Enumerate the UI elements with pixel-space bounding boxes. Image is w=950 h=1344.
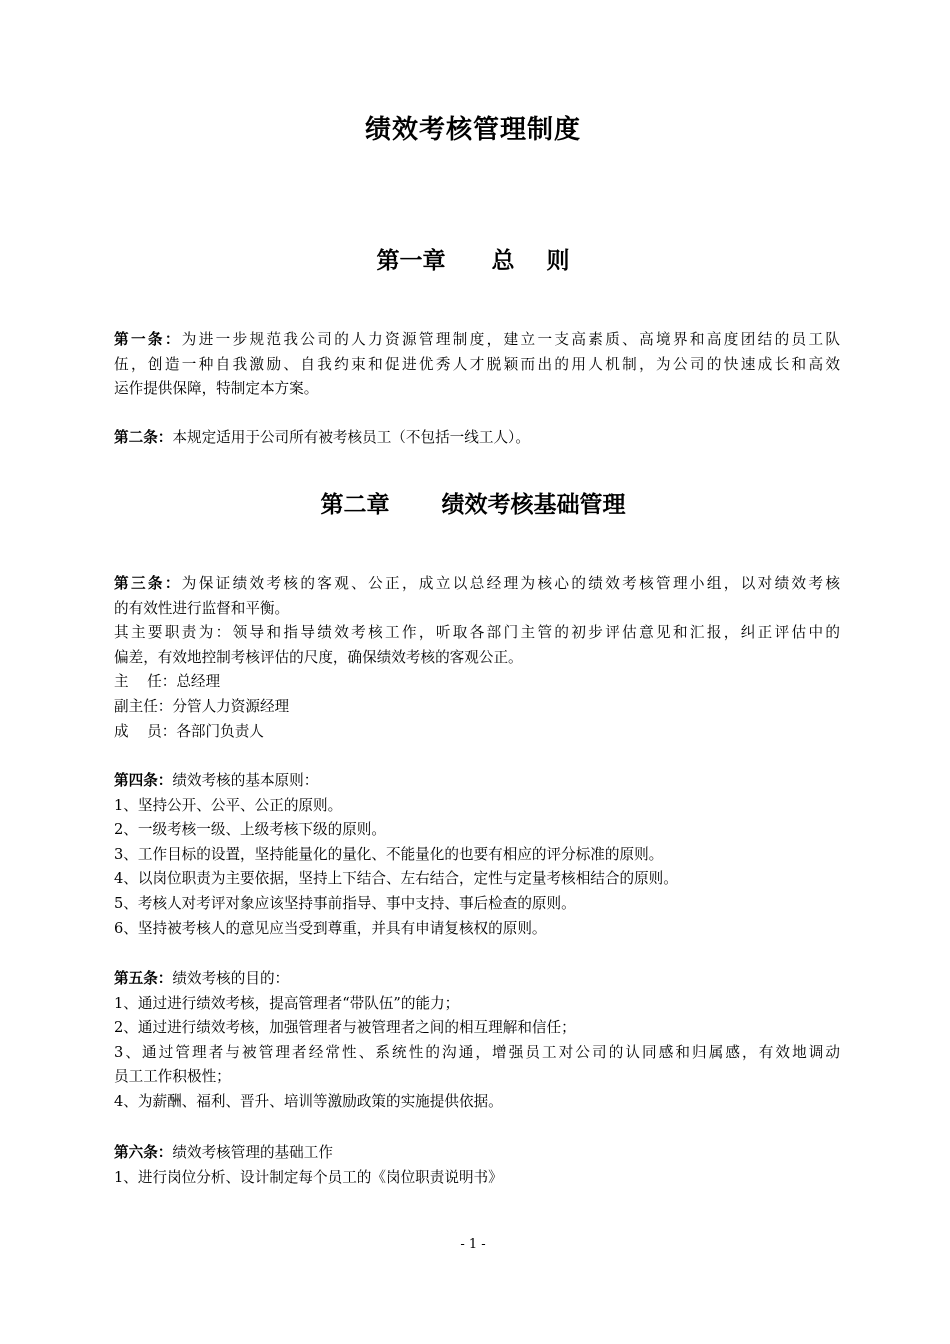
article-4-intro: 绩效考核的基本原则： [172, 772, 319, 789]
article-3-line-2: 的有效性进行监督和平衡。 [114, 599, 290, 617]
article-5-item-1: 1、通过进行绩效考核，提高管理者“带队伍”的能力； [114, 994, 460, 1012]
article-4 [114, 769, 840, 941]
chapter-2-heading [0, 489, 946, 521]
document-title: 绩效考核管理制度 [364, 115, 581, 145]
article-4-item-1: 1、坚持公开、公平、公正的原则。 [114, 796, 343, 814]
article-6-line-1 [114, 1141, 840, 1166]
article-4-item-4: 4、以岗位职责为主要依据，坚持上下结合、左右结合，定性与定量考核相结合的原则。 [114, 870, 678, 888]
article-6-intro: 绩效考核管理的基础工作 [172, 1144, 333, 1161]
article-1-text-1: 为进一步规范我公司的人力资源管理制度，建立一支高素质、高境界和高度团结的员工队 [181, 331, 840, 348]
article-4-item-3: 3、工作目标的设置，坚持能量化的量化、不能量化的也要有相应的评分标准的原则。 [114, 845, 664, 863]
article-4-line-1 [114, 769, 840, 794]
article-5-label: 第五条： [114, 970, 173, 987]
article-4-item-2: 2、一级考核一级、上级考核下级的原则。 [114, 821, 386, 839]
article-2-label: 第二条： [114, 429, 173, 446]
article-4-item-6: 6、坚持被考核人的意见应当受到尊重，并具有申请复核权的原则。 [114, 919, 547, 937]
article-5 [114, 967, 840, 1115]
article-6-item-1: 1、进行岗位分析、设计制定每个员工的《岗位职责说明书》 [114, 1168, 503, 1186]
committee-director: 主 任：总经理 [114, 673, 221, 691]
article-5-item-2: 2、通过进行绩效考核，加强管理者与被管理者之间的相互理解和信任； [114, 1019, 576, 1037]
article-5-line-1 [114, 967, 840, 992]
article-1-label: 第一条： [114, 331, 182, 348]
article-5-intro: 绩效考核的目的： [172, 970, 290, 987]
page-number: - 1 - [460, 1237, 486, 1252]
article-2-line-1 [114, 426, 840, 451]
article-3-line-3: 其主要职责为：领导和指导绩效考核工作，听取各部门主管的初步评估意见和汇报，纠正评估中的 [114, 624, 840, 642]
article-3-text-1: 为保证绩效考核的客观、公正，成立以总经理为核心的绩效考核管理小组，以对绩效考核 [181, 575, 840, 592]
article-1-line-2: 伍，创造一种自我激励、自我约束和促进优秀人才脱颖而出的用人机制，为公司的快速成长和高效 [114, 355, 840, 373]
article-4-item-5: 5、考核人对考评对象应该坚持事前指导、事中支持、事后检查的原则。 [114, 894, 576, 912]
committee-deputy: 副主任：分管人力资源经理 [114, 697, 290, 715]
article-1 [114, 328, 840, 402]
article-5-item-4: 4、为薪酬、福利、晋升、培训等激励政策的实施提供依据。 [114, 1092, 503, 1110]
article-6-label: 第六条： [114, 1144, 173, 1161]
article-1-line-3: 运作提供保障，特制定本方案。 [114, 380, 319, 398]
article-5-item-3-cont: 员工工作积极性； [114, 1068, 231, 1086]
article-3-line-1 [114, 572, 840, 597]
chapter-2-number: 第二章 [320, 492, 390, 518]
article-3-line-4: 偏差，有效地控制考核评估的尺度，确保绩效考核的客观公正。 [114, 648, 523, 666]
article-1-line-1 [114, 328, 840, 353]
chapter-1-number: 第一章 [376, 248, 446, 274]
article-2 [114, 426, 840, 451]
chapter-1-name: 总 则 [491, 248, 570, 274]
article-3-label: 第三条： [114, 575, 182, 592]
article-2-text: 本规定适用于公司所有被考核员工（不包括一线工人）。 [172, 429, 530, 446]
article-4-label: 第四条： [114, 772, 173, 789]
article-6 [114, 1141, 840, 1190]
committee-members: 成 员：各部门负责人 [114, 722, 264, 740]
article-3 [114, 572, 840, 744]
chapter-1-heading [0, 245, 946, 277]
article-5-item-3: 3、通过管理者与被管理者经常性、系统性的沟通，增强员工对公司的认同感和归属感，有效地调动 [114, 1043, 840, 1061]
chapter-2-name: 绩效考核基础管理 [441, 492, 626, 518]
